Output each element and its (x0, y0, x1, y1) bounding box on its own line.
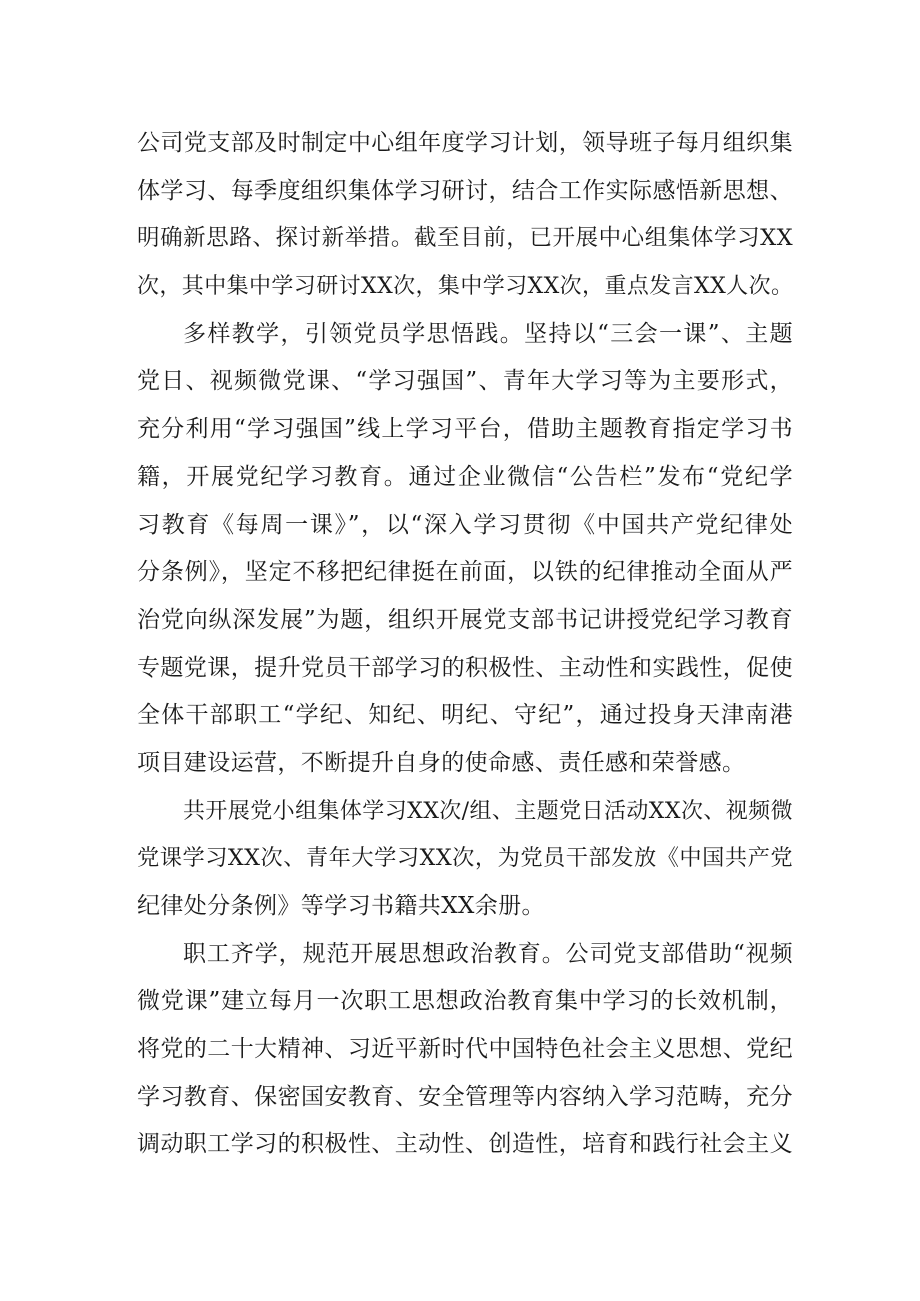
paragraph-1 (137, 120, 793, 311)
paragraph-line: 治党向纵深发展”为题，组织开展党支部书记讲授党纪学习教育 (137, 606, 793, 633)
paragraph-line: 项目建设运营，不断提升自身的使命感、责任感和荣誉感。 (137, 749, 746, 776)
paragraph-line: 党课学习XX次、青年大学习XX次，为党员干部发放《中国共产党 (137, 845, 793, 872)
paragraph-line: 纪律处分条例》等学习书籍共XX余册。 (137, 893, 545, 919)
paragraph-line: 体学习、每季度组织集体学习研讨，结合工作实际感悟新思想、 (137, 177, 793, 204)
paragraph-line: 多样教学，引领党员学思悟践。坚持以“三会一课”、主题 (183, 320, 793, 347)
paragraph-line: 微党课”建立每月一次职工思想政治教育集中学习的长效机制， (137, 988, 793, 1015)
paragraph-line: 将党的二十大精神、习近平新时代中国特色社会主义思想、党纪 (137, 1036, 793, 1063)
paragraph-line: 党日、视频微党课、“学习强国”、青年大学习等为主要形式， (137, 368, 793, 395)
paragraph-line: 职工齐学，规范开展思想政治教育。公司党支部借助“视频 (183, 940, 793, 967)
paragraph-line: 分条例》，坚定不移把纪律挺在前面，以铁的纪律推动全面从严 (137, 559, 793, 586)
paragraph-3 (137, 788, 793, 931)
paragraph-line: 公司党支部及时制定中心组年度学习计划，领导班子每月组织集 (137, 130, 793, 156)
paragraph-line: 籍，开展党纪学习教育。通过企业微信“公告栏”发布“党纪学 (137, 463, 793, 490)
paragraph-line: 充分利用“学习强国”线上学习平台，借助主题教育指定学习书 (137, 416, 793, 443)
paragraph-line: 专题党课，提升党员干部学习的积极性、主动性和实践性，促使 (137, 654, 793, 681)
paragraph-2 (137, 311, 793, 788)
paragraph-line: 次，其中集中学习研讨XX次，集中学习XX次，重点发言XX人次。 (137, 274, 794, 300)
document-body (137, 120, 793, 1169)
paragraph-line: 调动职工学习的积极性、主动性、创造性，培育和践行社会主义 (137, 1131, 793, 1158)
paragraph-line: 全体干部职工“学纪、知纪、明纪、守纪”，通过投身天津南港 (137, 702, 793, 729)
paragraph-line: 共开展党小组集体学习XX次/组、主题党日活动XX次、视频微 (183, 798, 793, 824)
paragraph-line: 明确新思路、探讨新举措。截至目前，已开展中心组集体学习XX (137, 225, 793, 252)
paragraph-4 (137, 931, 793, 1169)
paragraph-line: 习教育《每周一课》”，以“深入学习贯彻《中国共产党纪律处 (137, 511, 793, 538)
paragraph-line: 学习教育、保密国安教育、安全管理等内容纳入学习范畴，充分 (137, 1083, 793, 1110)
